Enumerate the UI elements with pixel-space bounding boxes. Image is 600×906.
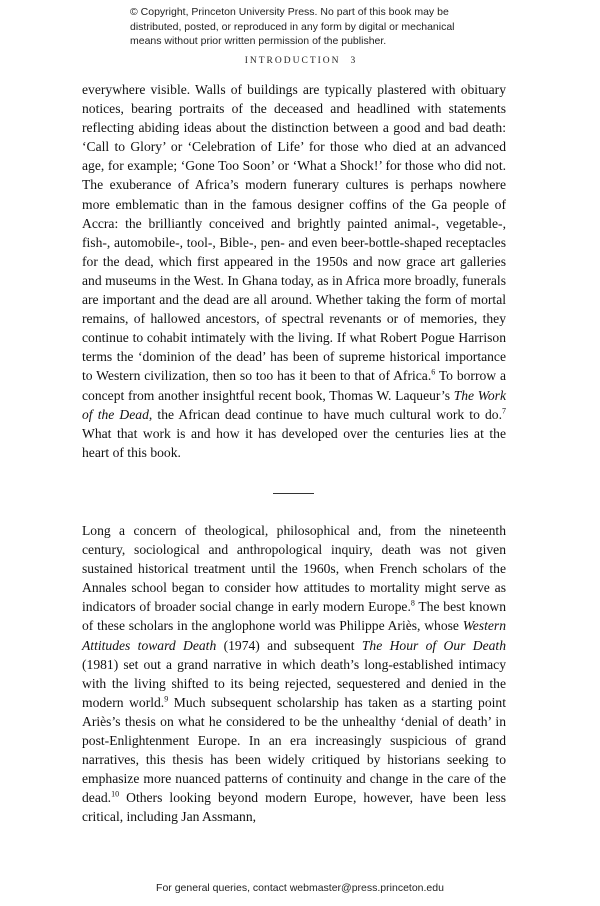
footnote-ref[interactable]: 8 xyxy=(410,598,415,608)
text-run: Much subsequent scholarship has taken as a starting point Ariès’s thesis on what he considered to be the unhealthy ‘denial of death’ in post-Enlightenment Europe. In an era increasingly suspicious of grand narratives, this thesis has been widely critiqued by historians seeking to emphasize more nuanced patterns of continuity and change in the care of the dead. xyxy=(82,694,506,806)
text-run: What that work is and how it has developed over the centuries lies at the heart of this book. xyxy=(82,425,506,460)
page-number: 3 xyxy=(350,56,356,66)
copyright-line: means without prior written permission of the publisher. xyxy=(130,35,387,47)
text-run: (1981) set out a grand narrative in which death’s long-established intimacy with the living shifted to its being rejected, sequestered and denied in the modern world. xyxy=(82,656,506,710)
text-run: The best known of these scholars in the anglophone world was Philippe Ariès, whose xyxy=(82,599,506,634)
copyright-line: distributed, posted, or reproduced in any form by digital or mechanical xyxy=(130,20,455,33)
text-run: To borrow a concept from another insightful recent book, Thomas W. Laqueur’s xyxy=(82,368,506,403)
paragraph-2 xyxy=(82,521,506,827)
copyright-line: © Copyright, Princeton University Press. No part of this book may be xyxy=(130,6,449,18)
section-divider xyxy=(273,493,314,494)
copyright-notice xyxy=(130,5,490,49)
book-title: The Hour of Our Death xyxy=(361,637,507,653)
running-head xyxy=(0,56,600,66)
book-title: The Work of the Dead xyxy=(82,387,506,422)
text-run: everywhere visible. Walls of buildings are typically plastered with obituary notices, bearing portraits of the deceased and headlined with statements reflecting abiding ideas about the distinction between a good and bad death: ‘Call to Glory’ or ‘Celebration of Life’ for those who died at an advanced age, for example; ‘Gone Too Soon’ or ‘What a Shock!’ for those who did not. The exuberance of Africa’s modern funerary cultures is perhaps nowhere more emblematic than in the famous designer coffins of the Ga people of Accra: the brilliantly conceived and brightly painted animal-, vegetable-, fish-, automobile-, tool-, Bible-, pen- and even beer-bottle-shaped receptacles for the dead, which first appeared in the 1950s and now grace art galleries and museums in the West. In Ghana today, as in Africa more broadly, funerals are important and the dead are all around. Whether taking the form of mortal remains, of hallowed ancestors, of spectral revenants or of memories, they continue to cohabit intimately with the living. If what Robert Pogue Harrison terms the ‘dominion of the dead’ has been of supreme historical importance to Western civilization, then so too has it been to that of Africa. xyxy=(82,82,506,384)
text-run: Long a concern of theological, philosophical and, from the nineteenth century, sociological and anthropological inquiry, death was not given sustained historical treatment until the 1960s, when French scholars of the Annales school began to consider how attitudes to mortality might serve as indicators of broader social change in early modern Europe. xyxy=(82,523,506,615)
footer-contact: For general queries, contact webmaster@press.princeton.edu xyxy=(156,882,444,894)
footnote-ref[interactable]: 10 xyxy=(111,789,120,799)
footnote-ref[interactable]: 6 xyxy=(431,367,436,377)
running-head-title: INTRODUCTION xyxy=(244,56,341,66)
text-run: Others looking beyond modern Europe, however, have been less critical, including Jan Assmann, xyxy=(82,790,506,825)
footnote-ref[interactable]: 9 xyxy=(164,694,169,704)
text-run: , the African dead continue to have much cultural work to do. xyxy=(148,406,502,422)
paragraph-1 xyxy=(82,80,506,462)
footnote-ref[interactable]: 7 xyxy=(502,406,506,416)
text-run: (1974) and subsequent xyxy=(216,637,362,653)
book-title: Western Attitudes toward Death xyxy=(82,618,506,653)
